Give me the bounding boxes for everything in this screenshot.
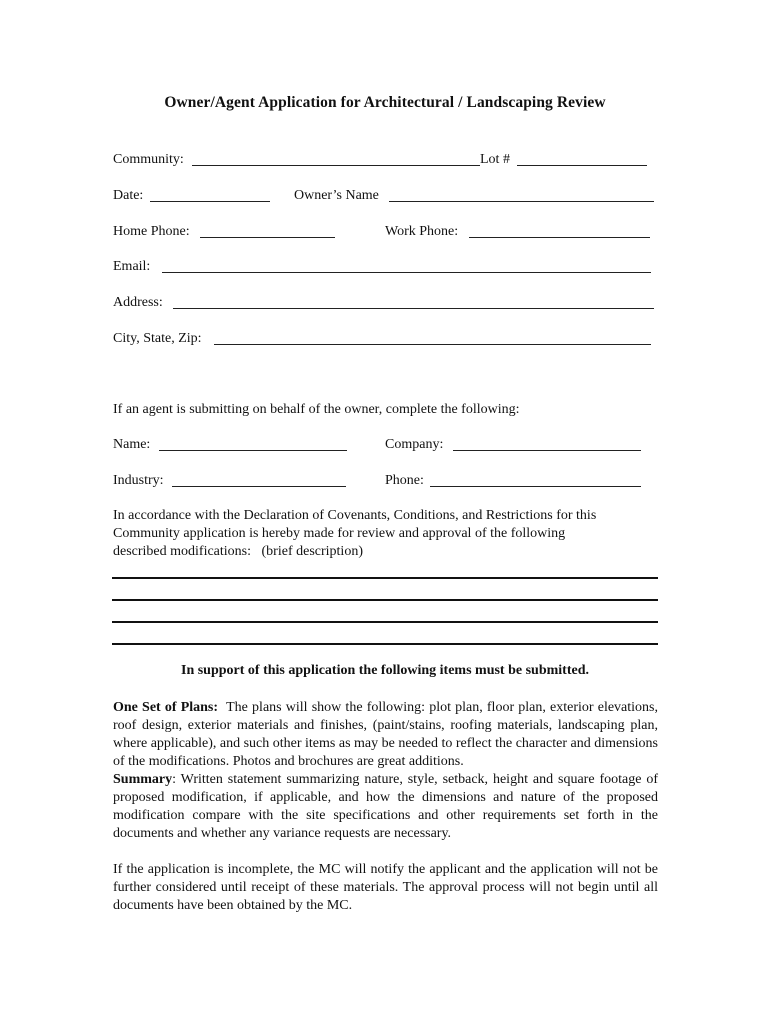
agent-name-company-row <box>113 435 658 455</box>
lot-label: Lot # <box>480 152 510 167</box>
summary-text: : Written statement summarizing nature, style, setback, height and square footage of proposed modification, if applicable, and how the dimensions and nature of the proposed modification compare with the site specifications and other requirements set forth in the documents and whether any variance requests are necessary. <box>113 772 658 841</box>
summary-paragraph <box>113 771 658 843</box>
address-field[interactable] <box>173 308 654 309</box>
lot-field[interactable] <box>517 165 647 166</box>
phones-row <box>113 222 658 242</box>
home-phone-label: Home Phone: <box>113 224 190 239</box>
city-state-zip-field[interactable] <box>214 344 651 345</box>
community-label: Community: <box>113 152 184 167</box>
declaration-line-2: Community application is hereby made for review and approval of the following <box>113 526 566 541</box>
agent-phone-field[interactable] <box>430 486 641 487</box>
plans-paragraph <box>113 699 658 771</box>
description-line-1[interactable] <box>112 577 658 579</box>
page-title: Owner/Agent Application for Architectural / Landscaping Review <box>164 94 606 111</box>
description-line-2[interactable] <box>112 599 658 601</box>
owners-name-field[interactable] <box>389 201 654 202</box>
address-row <box>113 293 658 313</box>
email-row <box>113 257 658 277</box>
email-label: Email: <box>113 259 151 274</box>
summary-label: Summary <box>113 772 173 787</box>
home-phone-field[interactable] <box>200 237 335 238</box>
agent-intro: If an agent is submitting on behalf of the owner, complete the following: <box>113 402 520 417</box>
company-label: Company: <box>385 437 444 452</box>
industry-label: Industry: <box>113 473 164 488</box>
community-row <box>113 150 658 170</box>
agent-name-field[interactable] <box>159 450 347 451</box>
date-owner-row <box>113 186 658 206</box>
city-state-zip-row <box>113 329 658 349</box>
owners-name-label: Owner’s Name <box>294 188 379 203</box>
support-heading: In support of this application the following items must be submitted. <box>181 663 589 678</box>
address-label: Address: <box>113 295 163 310</box>
incomplete-notice: If the application is incomplete, the MC will notify the applicant and the application will not be further considered until receipt of these materials. The approval process will not begin until all documents have been obtained by the MC. <box>113 862 658 913</box>
community-field[interactable] <box>192 165 480 166</box>
date-field[interactable] <box>150 201 270 202</box>
agent-phone-label: Phone: <box>385 473 424 488</box>
agent-name-label: Name: <box>113 437 151 452</box>
email-field[interactable] <box>162 272 651 273</box>
plans-text: The plans will show the following: plot plan, floor plan, exterior elevations, roof design, exterior materials and finishes, (paint/stains, roofing materials, landscaping plan, where applicable), and such other items as may be needed to reflect the character and dimensions of the modifications. Photos and brochures are great additions. <box>113 700 658 769</box>
work-phone-label: Work Phone: <box>385 224 459 239</box>
description-line-3[interactable] <box>112 621 658 623</box>
requirements-paragraph <box>113 699 658 843</box>
date-label: Date: <box>113 188 144 203</box>
declaration-paragraph <box>113 507 658 561</box>
work-phone-field[interactable] <box>469 237 650 238</box>
industry-field[interactable] <box>172 486 346 487</box>
industry-phone-row <box>113 471 658 491</box>
city-state-zip-label: City, State, Zip: <box>113 331 202 346</box>
declaration-line-3: described modifications: (brief description) <box>113 544 363 559</box>
company-field[interactable] <box>453 450 641 451</box>
declaration-line-1: In accordance with the Declaration of Covenants, Conditions, and Restrictions for this <box>113 508 597 523</box>
description-line-4[interactable] <box>112 643 658 645</box>
plans-label: One Set of Plans: <box>113 700 219 715</box>
